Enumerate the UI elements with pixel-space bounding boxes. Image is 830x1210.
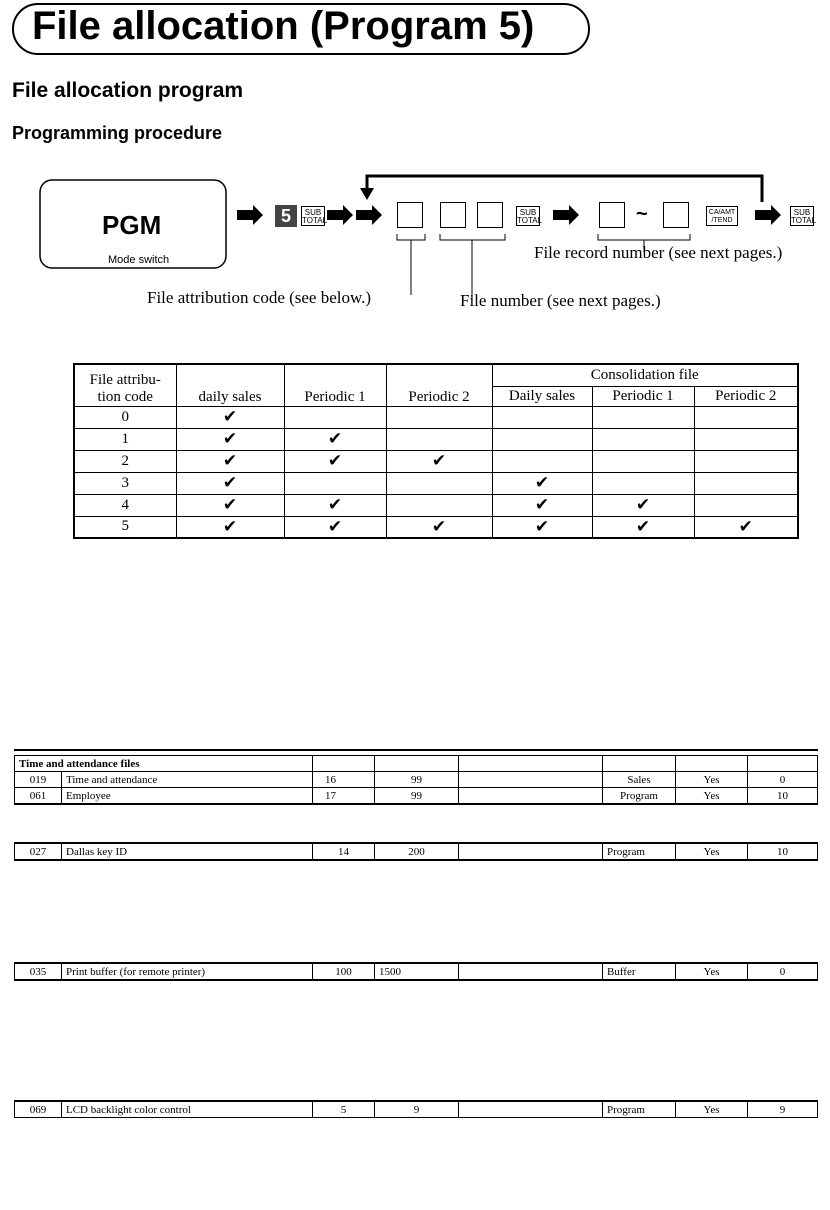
table-row xyxy=(15,963,818,980)
file-number-caption: File number (see next pages.) xyxy=(460,291,661,310)
checkmark-icon: ✔ xyxy=(176,516,284,538)
mode-switch-label: Mode switch xyxy=(105,254,172,266)
file-code: 061 xyxy=(15,788,62,805)
attribution-code-cell: 2 xyxy=(74,450,176,472)
empty-cell xyxy=(386,472,492,494)
file-value-c xyxy=(459,788,603,805)
empty-cell xyxy=(694,472,798,494)
checkmark-icon: ✔ xyxy=(284,450,386,472)
time-attendance-table xyxy=(14,755,818,805)
checkmark-icon: ✔ xyxy=(284,516,386,538)
file-type: Program xyxy=(603,788,676,805)
empty-cell xyxy=(284,472,386,494)
file-flag: Yes xyxy=(676,788,748,805)
file-value-b: 200 xyxy=(375,843,459,860)
empty-cell xyxy=(592,428,694,450)
header-attribution-code: File attribu- tion code xyxy=(74,364,176,406)
empty-cell xyxy=(386,494,492,516)
subtotal-key-3: SUB TOTAL xyxy=(791,208,817,225)
file-type: Sales xyxy=(603,772,676,788)
checkmark-icon: ✔ xyxy=(284,494,386,516)
loop-back-line xyxy=(367,176,762,202)
file-value-a: 14 xyxy=(313,843,375,860)
file-code: 069 xyxy=(15,1101,62,1118)
empty-cell xyxy=(386,428,492,450)
page-title: File allocation (Program 5) xyxy=(32,4,535,48)
empty-cell xyxy=(284,406,386,428)
file-number-box-1 xyxy=(440,202,466,228)
attribution-row xyxy=(74,494,798,516)
attribution-row xyxy=(74,450,798,472)
header-periodic-1: Periodic 1 xyxy=(284,364,386,406)
file-name: LCD backlight color control xyxy=(62,1101,313,1118)
record-end-box xyxy=(663,202,689,228)
file-value-c xyxy=(459,772,603,788)
file-value-b: 99 xyxy=(375,772,459,788)
attribution-code-cell: 0 xyxy=(74,406,176,428)
checkmark-icon: ✔ xyxy=(592,494,694,516)
file-code: 035 xyxy=(15,963,62,980)
checkmark-icon: ✔ xyxy=(592,516,694,538)
program-number-key: 5 xyxy=(275,205,297,227)
file-value-c xyxy=(459,963,603,980)
file-name: Dallas key ID xyxy=(62,843,313,860)
ca-amt-tend-key: CA/AMT /TEND xyxy=(706,206,738,226)
table-row xyxy=(15,1101,818,1118)
checkmark-icon: ✔ xyxy=(386,450,492,472)
file-name: Time and attendance xyxy=(62,772,313,788)
checkmark-icon: ✔ xyxy=(176,428,284,450)
file-value-d: 0 xyxy=(748,963,818,980)
record-start-box xyxy=(599,202,625,228)
arrow-4 xyxy=(553,205,579,225)
file-value-a: 17 xyxy=(313,788,375,805)
file-value-d: 10 xyxy=(748,843,818,860)
file-code: 027 xyxy=(15,843,62,860)
file-flag: Yes xyxy=(676,963,748,980)
procedure-diagram xyxy=(0,160,830,340)
checkmark-icon: ✔ xyxy=(492,516,592,538)
range-tilde: ~ xyxy=(636,203,648,225)
attribution-table xyxy=(73,363,799,539)
section-heading: File allocation program xyxy=(12,79,244,102)
subsection-heading: Programming procedure xyxy=(12,123,223,143)
empty-cell xyxy=(694,428,798,450)
checkmark-icon: ✔ xyxy=(176,450,284,472)
header-consolidation-periodic-1: Periodic 1 xyxy=(592,386,694,406)
attribution-row xyxy=(74,406,798,428)
section-label: Time and attendance files xyxy=(15,756,313,772)
attribution-row xyxy=(74,516,798,538)
checkmark-icon: ✔ xyxy=(176,494,284,516)
attribution-code-cell: 3 xyxy=(74,472,176,494)
file-value-d: 0 xyxy=(748,772,818,788)
checkmark-icon: ✔ xyxy=(492,472,592,494)
table-row xyxy=(15,788,818,805)
empty-cell xyxy=(492,450,592,472)
checkmark-icon: ✔ xyxy=(492,494,592,516)
table-row xyxy=(15,843,818,860)
attribution-code-caption: File attribution code (see below.) xyxy=(147,288,372,307)
file-value-a: 5 xyxy=(313,1101,375,1118)
header-periodic-2: Periodic 2 xyxy=(386,364,492,406)
empty-cell xyxy=(592,472,694,494)
header-consolidation-file: Consolidation file xyxy=(492,364,798,386)
arrow-2 xyxy=(327,205,353,225)
file-value-d: 10 xyxy=(748,788,818,805)
file-value-c xyxy=(459,1101,603,1118)
attribution-code-box xyxy=(397,202,423,228)
subtotal-key-2: SUB TOTAL xyxy=(517,208,543,225)
empty-cell xyxy=(492,406,592,428)
file-value-a: 100 xyxy=(313,963,375,980)
attribution-code-cell: 4 xyxy=(74,494,176,516)
empty-cell xyxy=(592,450,694,472)
file-type: Program xyxy=(603,1101,676,1118)
pgm-key-label: PGM xyxy=(102,210,162,240)
file-value-d: 9 xyxy=(748,1101,818,1118)
empty-cell xyxy=(694,450,798,472)
file-type: Buffer xyxy=(603,963,676,980)
file-flag: Yes xyxy=(676,843,748,860)
header-consolidation-periodic-2: Periodic 2 xyxy=(694,386,798,406)
header-daily-sales: daily sales xyxy=(176,364,284,406)
checkmark-icon: ✔ xyxy=(176,406,284,428)
file-value-b: 99 xyxy=(375,788,459,805)
print-buffer-table xyxy=(14,962,818,981)
table-top-rule xyxy=(14,749,818,751)
file-name: Employee xyxy=(62,788,313,805)
empty-cell xyxy=(386,406,492,428)
file-code: 019 xyxy=(15,772,62,788)
table-row xyxy=(15,772,818,788)
attribution-code-cell: 5 xyxy=(74,516,176,538)
record-number-caption: File record number (see next pages.) xyxy=(534,243,783,262)
empty-cell xyxy=(694,494,798,516)
file-type: Program xyxy=(603,843,676,860)
empty-cell xyxy=(492,428,592,450)
file-value-b: 9 xyxy=(375,1101,459,1118)
file-value-c xyxy=(459,843,603,860)
subtotal-key-1: SUB TOTAL xyxy=(302,208,328,225)
arrow-5 xyxy=(755,205,781,225)
empty-cell xyxy=(694,406,798,428)
loop-back-arrowhead xyxy=(360,188,374,200)
file-flag: Yes xyxy=(676,1101,748,1118)
checkmark-icon: ✔ xyxy=(176,472,284,494)
file-number-box-2 xyxy=(477,202,503,228)
lcd-backlight-table xyxy=(14,1100,818,1118)
file-flag: Yes xyxy=(676,772,748,788)
arrow-1 xyxy=(237,205,263,225)
file-name: Print buffer (for remote printer) xyxy=(62,963,313,980)
header-consolidation-daily-sales: Daily sales xyxy=(492,386,592,406)
attribution-row xyxy=(74,472,798,494)
attribution-row xyxy=(74,428,798,450)
file-value-a: 16 xyxy=(313,772,375,788)
file-value-b: 1500 xyxy=(375,963,459,980)
attribution-code-cell: 1 xyxy=(74,428,176,450)
checkmark-icon: ✔ xyxy=(284,428,386,450)
checkmark-icon: ✔ xyxy=(386,516,492,538)
dallas-key-table xyxy=(14,842,818,861)
checkmark-icon: ✔ xyxy=(694,516,798,538)
empty-cell xyxy=(592,406,694,428)
arrow-3 xyxy=(356,205,382,225)
